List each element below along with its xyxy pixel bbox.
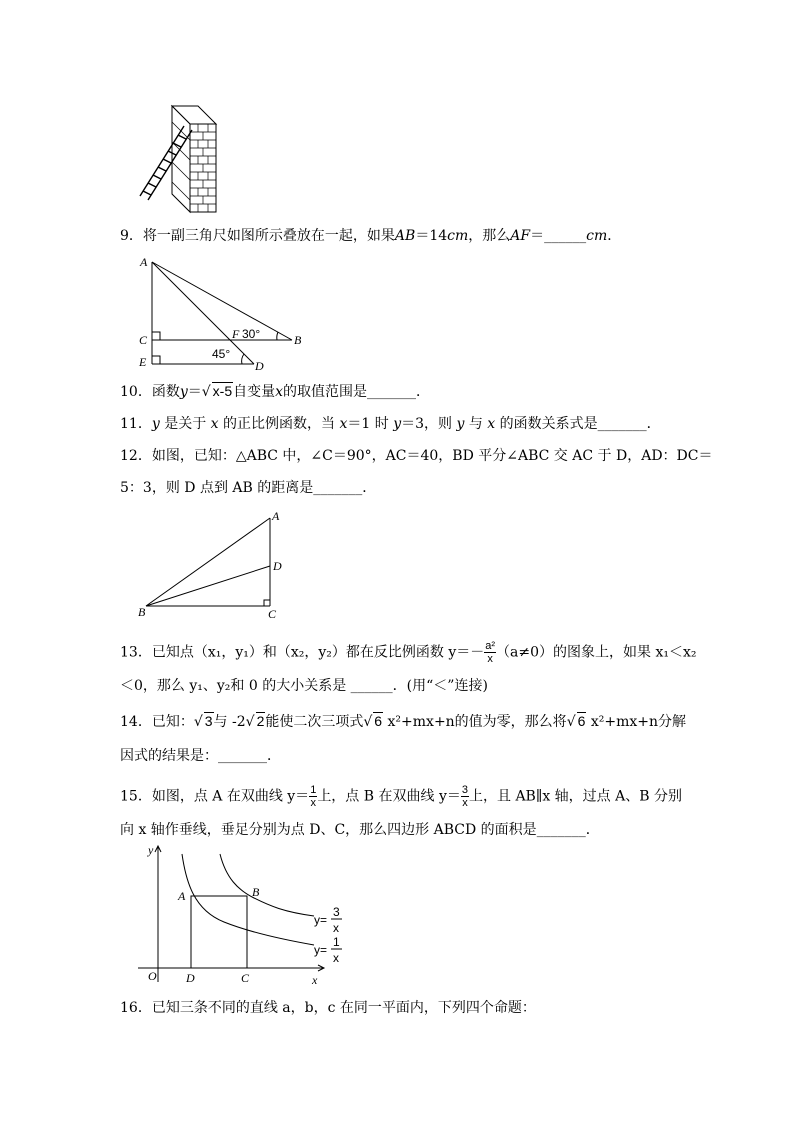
- denominator: x: [462, 797, 468, 809]
- answer-blank: _______: [536, 822, 586, 838]
- question-text: ．(用“＜”连接): [392, 678, 488, 694]
- question-text: 的取值范围是: [283, 384, 368, 400]
- vertex-a-label: A: [140, 255, 148, 269]
- y-axis-label: y: [148, 843, 154, 857]
- question-text: ．: [607, 228, 622, 244]
- curve-1-numerator: 1: [333, 935, 340, 949]
- angle-45-label: 45°: [212, 347, 231, 361]
- sqrt-sign: √: [566, 714, 576, 730]
- question-text: 上，点 B 在双曲线 y＝: [317, 788, 461, 805]
- origin-label: O: [148, 969, 157, 983]
- question-text: 能使二次三项式: [265, 714, 364, 730]
- variable-y: y: [456, 416, 465, 432]
- vertex-b-label: B: [294, 333, 302, 347]
- ladder-wall-figure: [138, 102, 228, 214]
- question-text: ＝: [187, 384, 202, 400]
- denominator: x: [310, 797, 316, 809]
- vertex-f-label: F: [232, 327, 240, 341]
- numerator: 1: [310, 784, 317, 796]
- point-b-label: B: [252, 885, 260, 899]
- radicand: 2: [256, 713, 265, 729]
- vertex-d-label: D: [255, 359, 264, 373]
- question-12-line-2: [120, 478, 376, 498]
- question-13-line-1: [120, 640, 696, 665]
- question-text: 自变量: [233, 384, 276, 400]
- radicand: 6: [374, 713, 383, 729]
- question-text: 的正比例函数，当: [218, 416, 340, 432]
- answer-blank: _______: [597, 416, 647, 432]
- question-text: 13．已知点（x₁，y₁）和（x₂，y₂）都在反比例函数 y＝－: [120, 644, 485, 661]
- vertex-e-label: E: [139, 355, 147, 369]
- curve-1-label: y=: [314, 943, 328, 957]
- question-text: 5：3，则 D 点到 AB 的距离是: [120, 480, 314, 496]
- question-text: x²+mx+n分解: [586, 714, 687, 730]
- variable-y: y: [151, 416, 160, 432]
- question-text: ＝1 时: [347, 416, 394, 432]
- triangle-rulers-figure: [134, 252, 314, 374]
- curve-1-denominator: x: [333, 951, 339, 965]
- numerator: 3: [461, 784, 468, 796]
- answer-blank: ______: [544, 228, 587, 244]
- radicand: x-5: [212, 383, 233, 399]
- vertex-c-label: C: [268, 607, 277, 621]
- curve-3-denominator: x: [333, 921, 339, 935]
- question-text: 是关于: [159, 416, 211, 432]
- question-text: 15．如图，点 A 在双曲线 y＝: [120, 788, 310, 805]
- question-text: 与: [464, 416, 488, 432]
- question-text: 将一副三角尺如图所示叠放在一起，如果: [142, 228, 395, 244]
- sqrt-sign: √: [193, 714, 203, 730]
- question-number: 11．: [120, 416, 152, 432]
- question-15-line-1: [120, 784, 682, 809]
- x-axis-label: x: [312, 973, 318, 987]
- segment-ab: AB: [394, 228, 416, 244]
- question-14-line-1: [120, 712, 686, 732]
- question-text: ＜0，那么 y₁、y₂和 0 的大小关系是: [120, 678, 351, 694]
- answer-blank: _______: [313, 480, 363, 496]
- question-text: ＝14: [415, 228, 448, 244]
- question-14-line-2: [120, 746, 281, 766]
- vertex-d-label: D: [273, 559, 282, 573]
- question-text: 因式的结果是：: [120, 748, 218, 764]
- numerator: a²: [485, 640, 496, 652]
- question-13-line-2: [120, 676, 488, 696]
- vertex-c-label: C: [139, 333, 148, 347]
- point-a-label: A: [178, 889, 186, 903]
- curve-3-label: y=: [314, 913, 328, 927]
- answer-blank: _______: [367, 384, 417, 400]
- question-9: [120, 226, 621, 246]
- answer-blank: _______: [218, 748, 267, 764]
- sqrt-sign: √: [201, 384, 211, 400]
- question-text: ＝: [530, 228, 545, 244]
- unit: cm: [447, 228, 469, 244]
- segment-af: AF: [510, 228, 531, 244]
- vertex-a-label: A: [272, 509, 280, 523]
- question-text: 上，且 AB∥x 轴，过点 A、B 分别: [469, 788, 682, 805]
- variable-y: y: [393, 416, 402, 432]
- question-text: ．: [585, 822, 600, 838]
- radicand: 3: [204, 713, 213, 729]
- question-number: 9．: [120, 228, 143, 244]
- variable-y: y: [179, 384, 188, 400]
- variable-x: x: [275, 384, 284, 400]
- point-c-label: C: [241, 971, 250, 985]
- answer-blank: ______: [350, 678, 393, 694]
- variable-x: x: [487, 416, 496, 432]
- question-text: ，那么: [468, 228, 511, 244]
- angle-30-label: 30°: [242, 327, 261, 341]
- fraction-3-over-x: [461, 784, 469, 809]
- curve-3-numerator: 3: [333, 905, 340, 919]
- question-text: ．: [416, 384, 431, 400]
- question-text: 的函数关系式是: [495, 416, 598, 432]
- variable-x: x: [210, 416, 219, 432]
- question-text: x²+mx+n的值为零，那么将: [383, 714, 567, 730]
- question-text: （a≠0）的图象上，如果 x₁＜x₂: [496, 644, 697, 661]
- question-16: 16．已知三条不同的直线 a，b，c 在同一平面内，下列四个命题：: [120, 1000, 536, 1016]
- triangle-abc-figure: [134, 506, 294, 622]
- question-10: [120, 382, 430, 402]
- question-text: 向 x 轴作垂线，垂足分别为点 D、C，那么四边形 ABCD 的面积是: [120, 822, 537, 838]
- question-11: [120, 414, 661, 434]
- point-d-label: D: [186, 971, 195, 985]
- denominator: x: [487, 653, 493, 665]
- sqrt-sign: √: [363, 714, 373, 730]
- question-text: 14．已知：: [120, 714, 194, 730]
- vertex-b-label: B: [138, 605, 146, 619]
- question-text: 10．函数: [120, 384, 180, 400]
- radicand: 6: [577, 713, 586, 729]
- question-text: ．: [646, 416, 661, 432]
- question-text: 与 -2: [213, 714, 246, 730]
- variable-x: x: [339, 416, 348, 432]
- question-12-line-1: 12．如图，已知：△ABC 中，∠C＝90°，AC＝40，BD 平分∠ABC 交 AC 于 D，AD：DC＝: [120, 448, 713, 464]
- question-text: ．: [362, 480, 377, 496]
- sqrt-sign: √: [245, 714, 255, 730]
- question-15-line-2: [120, 820, 600, 840]
- question-text: ．: [267, 748, 281, 764]
- unit: cm: [586, 228, 608, 244]
- hyperbola-figure: [134, 842, 364, 990]
- fraction-a2-over-x: [484, 640, 496, 665]
- question-text: ＝3，则: [401, 416, 457, 432]
